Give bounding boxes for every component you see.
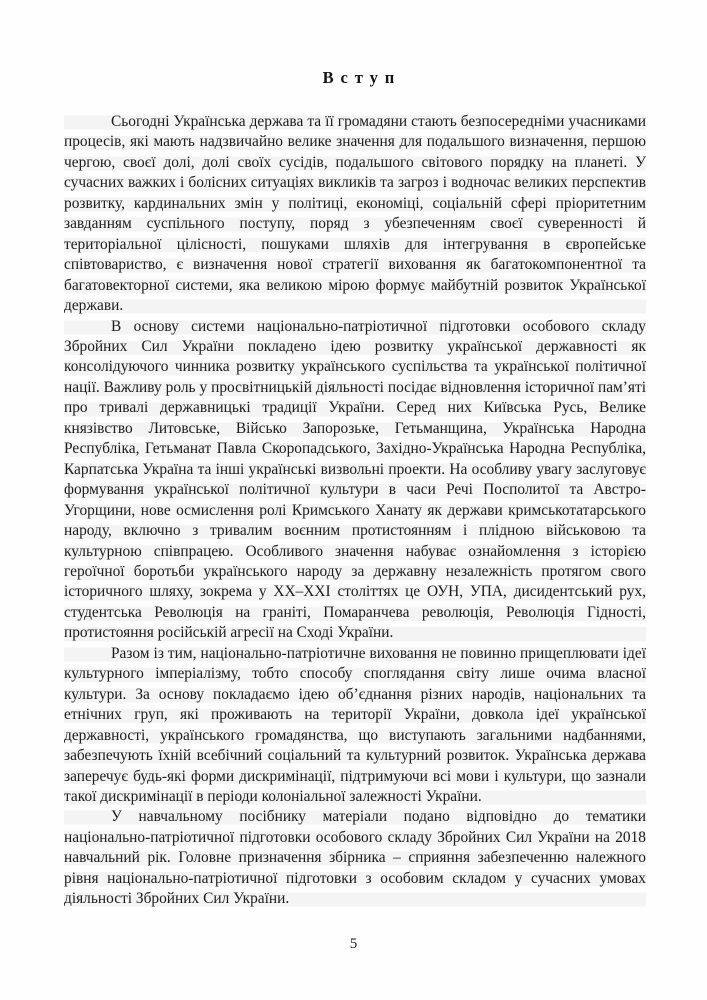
page-title: Вступ <box>322 68 402 87</box>
page-number: 5 <box>349 936 358 952</box>
paragraph-3: Разом із тим, національно-патріотичне виховання не повинно прищеплювати ідеї культурного імперіалізму, тобто способу споглядання світу лише очима власної культури. За основу покладаємо ідею об’єднання різних народів, національних та етнічних груп, які проживають на території України, довкола ідеї української державності, українського громадянства, що виступають загальними надбаннями, забезпечують їхній всебічний соціальний та культурний розвиток. Українська держава заперечує будь-які форми дискримінації, підтримуючи всі мови і культури, що зазнали такої дискримінації в періоди колоніальної залежності України. <box>64 644 646 808</box>
paragraph-4: У навчальному посібнику матеріали подано відповідно до тематики національно-патріотичної підготовки особового складу Збройних Сил України на 2018 навчальний рік. Головне призначення збірника – сприяння забезпеченню належного рівня національно-патріотичної підготовки з особовим складом у сучасних умовах діяльності Збройних Сил України. <box>64 807 646 909</box>
paragraph-2: В основу системи національно-патріотичної підготовки особового складу Збройних Сил України покладено ідею розвитку української державності як консолідуючого чинника розвитку українського суспільства та української політичної нації. Важливу роль у просвітницькій діяльності посідає відновлення історичної пам’яті про тривалі державницькі традиції України. Серед них Київська Русь, Велике князівство Литовське, Військо Запорозьке, Гетьманщина, Українська Народна Республіка, Гетьманат Павла Скоропадського, Західно-Українська Народна Республіка, Карпатська Україна та інші українські визвольні проекти. На особливу увагу заслуговує формування української політичної культури в часи Речі Посполитої та Австро-Угорщини, нове осмислення ролі Кримського Ханату як держави кримськотатарського народу, включно з тривалим воєнним протистоянням і плідною військовою та культурною співпрацею. Особливого значення набуває ознайомлення з історією героїчної боротьби українського народу за державну незалежність протягом свого історичного шляху, зокрема у XX–XXI століттях це ОУН, УПА, дисидентський рух, студентська Революція на граніті, Помаранчева революція, Революція Гідності, протистояння російській агресії на Сході України. <box>64 317 646 644</box>
page-body <box>64 112 646 910</box>
paragraph-1: Сьогодні Українська держава та її громадяни стають безпосередніми учасниками процесів, які мають надзвичайно велике значення для подальшого визначення, першою чергою, своєї долі, долі своїх сусідів, подальшого світового порядку на планеті. У сучасних важких і болісних ситуаціях викликів та загроз і водночас великих перспектив розвитку, кардинальних змін у політиці, економіці, соціальній сфері пріоритетним завданням суспільного поступу, поряд з убезпеченням своєї суверенності й територіальної цілісності, пошуками шляхів для інтегрування в європейське співтовариство, є визначення нової стратегії виховання як багатокомпонентної та багатовекторної системи, яка великою мірою формує майбутній розвиток Української держави. <box>64 112 646 317</box>
